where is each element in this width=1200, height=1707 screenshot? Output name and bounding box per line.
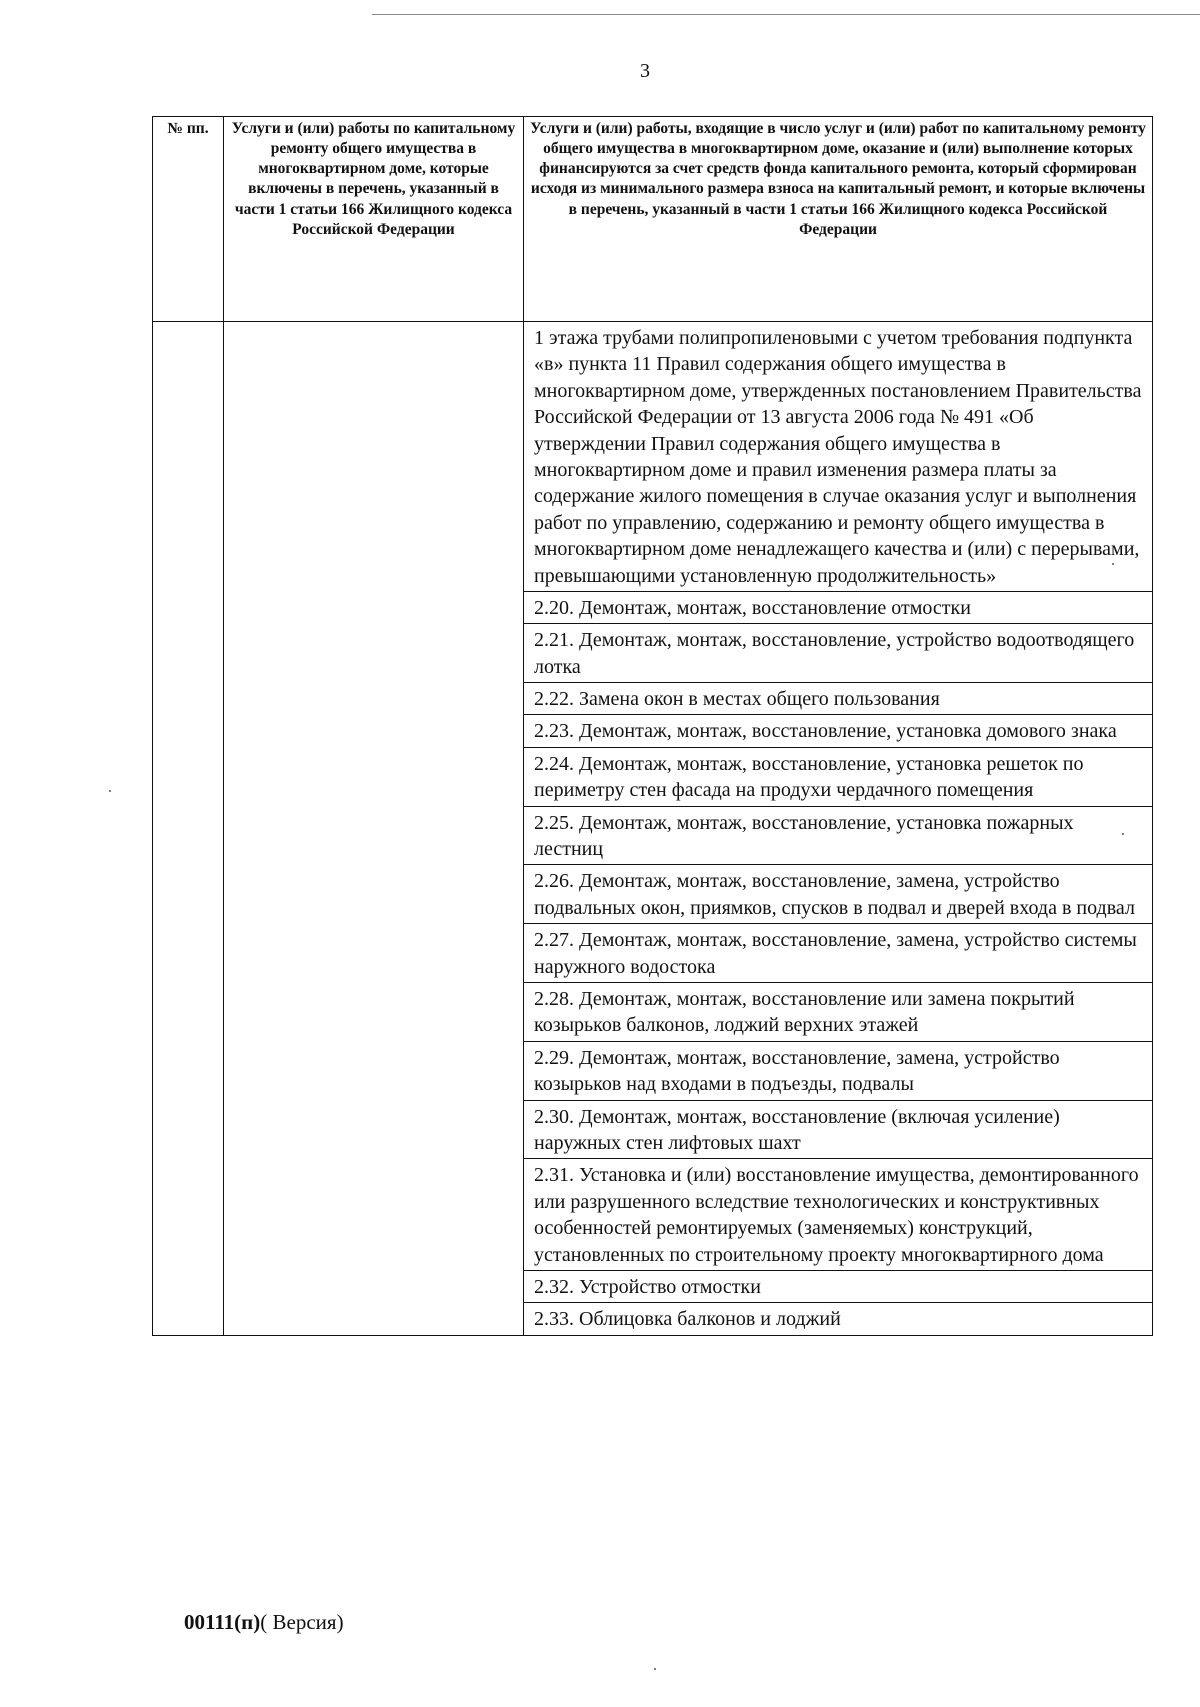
- row-text: 2.25. Демонтаж, монтаж, восстановление, установка пожарных лестниц: [524, 806, 1153, 865]
- document-version: ( Версия): [260, 1610, 344, 1634]
- page-number: 3: [640, 60, 650, 82]
- row-text: 2.31. Установка и (или) восстановление имущества, демонтированного или разрушенного вследствие технологических и конструктивных особенностей ремонтируемых (заменяемых) конструкций, установленных по строительному проекту многоквартирного дома: [524, 1159, 1153, 1271]
- capital-repair-table: [152, 116, 1153, 1336]
- row-text: 1 этажа трубами полипропиленовыми с учетом требования подпункта «в» пункта 11 Правил содержания общего имущества в многоквартирном доме, утвержденных постановлением Правительства Российской Федерации от 13 августа 2006 года № 491 «Об утверждении Правил содержания общего имущества в многоквартирном доме и правил изменения размера платы за содержание жилого помещения в случае оказания услуг и выполнения работ по управлению, содержанию и ремонту общего имущества в многоквартирном доме ненадлежащего качества и (или) с перерывами, превышающими установленную продолжительность»: [524, 322, 1153, 592]
- header-works-list: Услуги и (или) работы по капитальному ремонту общего имущества в многоквартирном доме, которые включены в перечень, указанный в части 1 статьи 166 Жилищного кодекса Российской Федерации: [224, 117, 524, 322]
- scan-speck: [1112, 563, 1114, 565]
- row-text: 2.27. Демонтаж, монтаж, восстановление, замена, устройство системы наружного водостока: [524, 924, 1153, 983]
- works-cell-empty: [224, 322, 524, 1336]
- row-text: 2.32. Устройство отмостки: [524, 1270, 1153, 1302]
- row-text: 2.22. Замена окон в местах общего пользования: [524, 683, 1153, 715]
- number-cell-empty: [153, 322, 224, 1336]
- header-number: № пп.: [153, 117, 224, 322]
- row-text: 2.28. Демонтаж, монтаж, восстановление или замена покрытий козырьков балконов, лоджий верхних этажей: [524, 982, 1153, 1041]
- row-text: 2.26. Демонтаж, монтаж, восстановление, замена, устройство подвальных окон, приямков, спусков в подвал и дверей входа в подвал: [524, 865, 1153, 924]
- table-header-row: [153, 117, 1153, 322]
- document-code: 00111(п): [184, 1610, 261, 1634]
- row-text: 2.20. Демонтаж, монтаж, восстановление отмостки: [524, 591, 1153, 623]
- scan-speck: [109, 790, 111, 792]
- row-text: 2.21. Демонтаж, монтаж, восстановление, устройство водоотводящего лотка: [524, 624, 1153, 683]
- row-text: 2.33. Облицовка балконов и лоджий: [524, 1303, 1153, 1335]
- header-works-funded: Услуги и (или) работы, входящие в число услуг и (или) работ по капитальному ремонту общего имущества в многоквартирном доме, оказание и (или) выполнение которых финансируются за счет средств фонда капитального ремонта, который сформирован исходя из минимального размера взноса на капитальный ремонт, и которые включены в перечень, указанный в части 1 статьи 166 Жилищного кодекса Российской Федерации: [524, 117, 1153, 322]
- row-text: 2.30. Демонтаж, монтаж, восстановление (включая усиление) наружных стен лифтовых шахт: [524, 1100, 1153, 1159]
- table-row: [153, 322, 1153, 592]
- scan-speck: [654, 1668, 656, 1670]
- row-text: 2.24. Демонтаж, монтаж, восстановление, установка решеток по периметру стен фасада на продухи чердачного помещения: [524, 747, 1153, 806]
- top-border-line: [372, 14, 1200, 15]
- document-footer: [184, 1610, 344, 1635]
- row-text: 2.29. Демонтаж, монтаж, восстановление, замена, устройство козырьков над входами в подъезды, подвалы: [524, 1041, 1153, 1100]
- row-text: 2.23. Демонтаж, монтаж, восстановление, установка домового знака: [524, 715, 1153, 747]
- scan-speck: [1122, 833, 1124, 835]
